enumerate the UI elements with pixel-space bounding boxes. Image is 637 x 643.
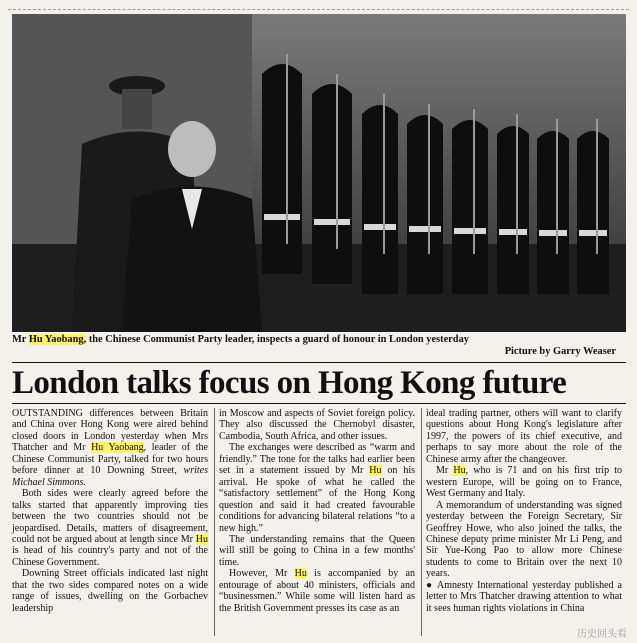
text-run: is accompanied by an entourage of about 40 ministers, officials and “businessmen.” While some will listen hard as the British Government presses its case as an <box>219 568 415 614</box>
caption-line <box>12 334 626 346</box>
highlighted-name: Hu <box>195 533 208 545</box>
paragraph <box>426 408 622 465</box>
highlighted-name: Hu <box>294 568 307 580</box>
paragraph <box>426 580 622 614</box>
article-headline: London talks focus on Hong Kong future <box>12 365 567 401</box>
article-column-1 <box>12 408 208 614</box>
text-run: However, Mr <box>229 568 295 580</box>
photo-credit: Picture by Garry Weaser <box>504 346 616 357</box>
article-column-2 <box>219 408 415 614</box>
highlighted-name: Hu <box>453 465 466 477</box>
paragraph <box>219 442 415 534</box>
source-watermark: 历史回头看 <box>577 629 627 640</box>
text-run: The understanding remains that the Queen will still be going to China in a few months' time. <box>219 533 415 568</box>
caption-highlighted-name: Hu Yaobang, <box>28 334 87 345</box>
headline-bottom-rule <box>12 403 626 404</box>
paragraph <box>219 408 415 442</box>
text-run: ideal trading partner, others will want to clarify questions about Hong Kong's legislature after 1997, the powers of its chief executive, and perhaps to say more about the role of the Chinese army after the changeover. <box>426 408 622 465</box>
column-divider <box>421 408 422 636</box>
headline-top-rule <box>12 362 626 363</box>
paragraph <box>219 534 415 568</box>
text-run: The exchanges were described as “warm and friendly.” The tone for the talks had earlier been set in a statement issued by Mr <box>219 442 415 477</box>
paragraph <box>426 500 622 580</box>
byline: writes Michael Simmons. <box>12 465 208 488</box>
text-run: , who is 71 and on his first trip to western Europe, will be going on to France, West Germany and Italy. <box>426 465 622 500</box>
paragraph <box>12 408 208 488</box>
photo-illustration <box>12 14 626 332</box>
photo-caption <box>12 334 626 358</box>
text-run: Downing Street officials indicated last night that the two sides compared notes on a wide range of issues, dwelling on the Gorbachev leadership <box>12 568 208 614</box>
clipping-edge-line <box>8 9 629 10</box>
caption-prefix: Mr <box>12 334 29 345</box>
paragraph <box>12 488 208 568</box>
text-run: in Moscow and aspects of Soviet foreign policy. They also discussed the Chernobyl disaster, Cambodia, South Africa, and other issues. <box>219 408 415 442</box>
text-run: A memorandum of understanding was signed yesterday between the Foreign Secretary, Sir Geoffrey Howe, who also joined the talks, the Chinese deputy prime minister Mr Li Peng, and Sir Yue-Kong Pao to allow more Chinese students to come to Britain over the next 10 years. <box>426 499 622 580</box>
caption-text: the Chinese Communist Party leader, inspects a guard of honour in London yesterday <box>86 334 469 345</box>
paragraph <box>426 465 622 499</box>
text-run: is head of his country's party and not of the Chinese Government. <box>12 545 208 568</box>
text-run: Mr <box>436 465 454 477</box>
text-run: , leader of the Chinese Communist Party, talked for two hours before dinner at 10 Downing Street, <box>12 442 208 477</box>
article-column-3 <box>426 408 622 614</box>
text-run: ● Amnesty International yesterday published a letter to Mrs Thatcher drawing attention to what it sees human rights violations in China <box>426 579 622 614</box>
text-run: Both sides were clearly agreed before the talks started that apparently improving ties between the two countries should not be jeopardised. Details, matters of disagreement, could not be argued about at length since Mr <box>12 488 208 545</box>
highlighted-name: Hu Yaobang <box>91 442 144 454</box>
paragraph <box>12 568 208 614</box>
paragraph <box>219 568 415 614</box>
text-run: OUTSTANDING differences between Britain and China over Hong Kong were aired behind closed doors in London yesterday when Mrs Thatcher and Mr <box>12 408 208 454</box>
news-photo-guard-of-honour <box>12 14 626 332</box>
column-divider <box>214 408 215 636</box>
highlighted-name: Hu <box>369 465 382 477</box>
text-run: on his arrival. He spoke of what he called the “satisfactory settlement” of the Hong Kong question and said it had created favourable conditions for advancing bilateral relations “to a new high.” <box>219 465 415 534</box>
